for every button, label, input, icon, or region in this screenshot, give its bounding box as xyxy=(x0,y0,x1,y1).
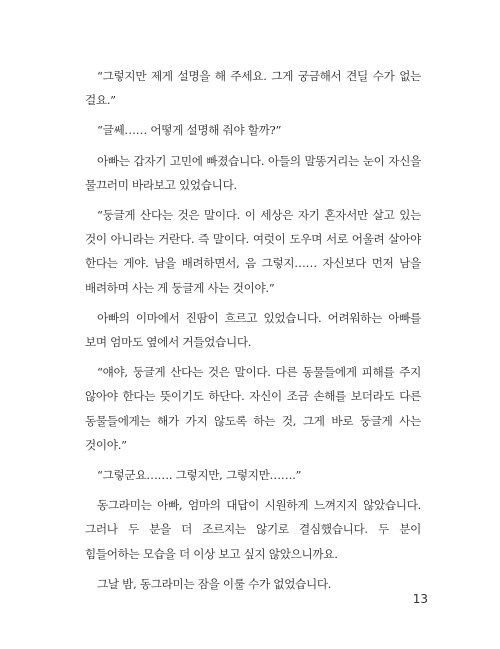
paragraph-5: 아빠의 이마에서 진땀이 흐르고 있었습니다. 어려워하는 아빠를 보며 엄마도 옆에서 거들었습니다. xyxy=(85,310,421,350)
paragraph-9: 그날 밤, 동그라미는 잠을 이룰 수가 없었습니다. xyxy=(97,576,332,591)
body-text xyxy=(85,64,421,602)
page-number: 13 xyxy=(412,592,428,606)
paragraph-3: 아빠는 갑자기 고민에 빠졌습니다. 아들의 말똥거리는 눈이 자신을 물끄러미 바라보고 있었습니다. xyxy=(85,153,421,192)
paragraph-8: 동그라미는 아빠, 엄마의 대답이 시원하게 느껴지지 않았습니다. 그러나 두 분을 더 조르지는 않기로 결심했습니다. 두 분이 힘들어하는 모습을 더 이상 보고 싶지 않았으니까요. xyxy=(85,498,421,561)
paragraph-6: “얘야, 둥글게 산다는 것은 말이다. 다른 동물들에게 피해를 주지 않아야 한다는 뜻이기도 하단다. 자신이 조금 손해를 보더라도 다른 동물들에게는 해가 가지 않도록 하는 것, 그게 바로 둥글게 사는 것이야.” xyxy=(85,365,421,452)
paragraph-4: “둥글게 산다는 것은 말이다. 이 세상은 자기 혼자서만 살고 있는 것이 아니라는 거란다. 즉 말이다. 여럿이 도우며 서로 어울려 살아야 한다는 게야. 남을 배려하면서, 음 그렇지…… 자신보다 먼저 남을 배려하며 사는 게 둥글게 사는 것이야.” xyxy=(85,208,421,295)
paragraph-1: “그렇지만 제게 설명을 해 주세요. 그게 궁금해서 견딜 수가 없는 걸요.” xyxy=(85,69,421,108)
paragraph-7: “그렇군요……. 그렇지만, 그렇지만…….” xyxy=(97,468,302,483)
paragraph-2: “글쎄…… 어떻게 설명해 줘야 할까?” xyxy=(97,123,282,138)
